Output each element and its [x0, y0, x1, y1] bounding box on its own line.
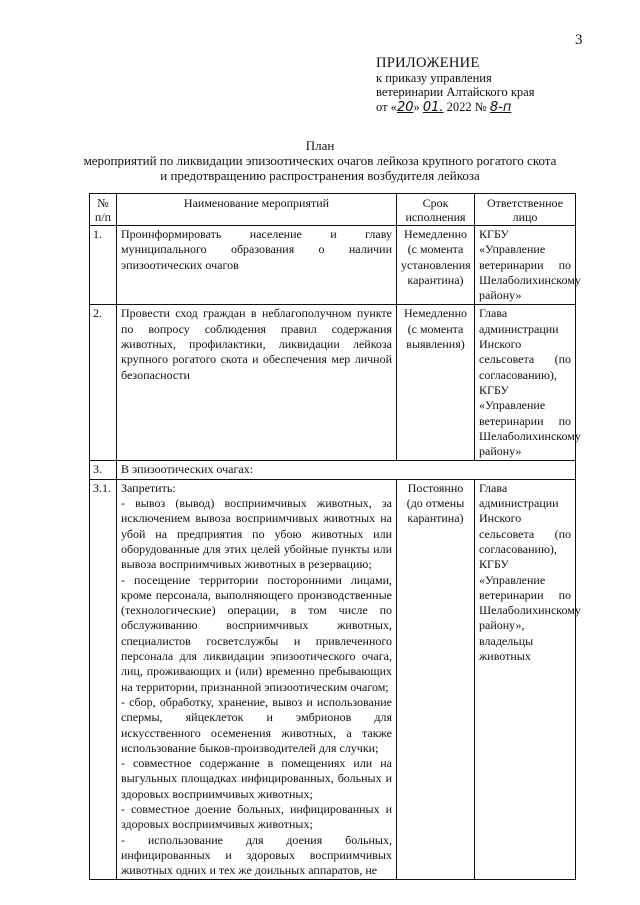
- row-term: Немедленно (с момента установления карантина): [397, 226, 475, 305]
- header-term: Срок исполнения: [397, 194, 475, 226]
- table-header-row: [90, 194, 576, 226]
- row-intro: Запретить:: [121, 480, 176, 495]
- row-name: Проинформировать население и главу муниципального образования о наличии эпизоотических очагов: [117, 226, 397, 305]
- title-line-1: План: [305, 138, 335, 153]
- row-term: Немедленно (с момента выявления): [397, 305, 475, 461]
- header-resp: Ответственное лицо: [475, 194, 576, 226]
- row-num: 1.: [90, 226, 117, 305]
- list-item: - использование для доения больных, инфицированных и здоровых восприимчивых животных одних и тех же доильных аппаратов, не: [121, 832, 392, 878]
- list-item: - посещение территории посторонними лицами, кроме персонала, выполняющего производственные (технологические) операции, в том числе по обслуживанию восприимчивых животных, специалистов госветслужбы и привлеченного персонала для ликвидации эпизоотического очага, лиц, проживающих и (или) временно пребывающих на территории, признанной эпизоотическим очагом;: [121, 572, 392, 694]
- row-term: Постоянно (до отмены карантина): [397, 479, 475, 880]
- document-title: [0, 138, 640, 183]
- order-number: 8-п: [489, 99, 512, 115]
- appendix-title: ПРИЛОЖЕНИЕ: [376, 55, 480, 71]
- appendix-date-line: [376, 100, 534, 116]
- header-num: № п/п: [90, 194, 117, 226]
- date-year: 2022 №: [443, 99, 490, 114]
- row-resp: Глава администрации Инского сельсовета (по согласованию), КГБУ «Управление ветеринарии по Шелаболихинскому району»: [475, 305, 576, 461]
- list-item: - сбор, обработку, хранение, вывоз и использование спермы, яйцеклеток и эмбрионов для искусственного осеменения животных, а также использование быков-производителей для случки;: [121, 694, 392, 755]
- appendix-line-1: к приказу управления: [376, 70, 492, 85]
- date-mid: »: [413, 99, 423, 114]
- list-item: - совместное доение больных, инфицированных и здоровых восприимчивых животных;: [121, 801, 392, 832]
- row-name: В эпизоотических очагах:: [117, 461, 576, 479]
- title-line-2: мероприятий по ликвидации эпизоотических очагов лейкоза крупного рогатого скота: [83, 153, 557, 168]
- row-num: 3.1.: [90, 479, 117, 880]
- date-month: 01.: [422, 99, 444, 115]
- plan-table: [89, 193, 581, 880]
- table-row: [90, 461, 576, 479]
- row-resp: Глава администрации Инского сельсовета (по согласованию), КГБУ «Управление ветеринарии по Шелаболихинскому району», владельцы животных: [475, 479, 576, 880]
- list-item: - вывоз (вывод) восприимчивых животных, за исключением вывоза восприимчивых животных на убой на предприятия по убою животных или оборудованные для этих целей убойные пункты или вывоза восприимчивых животных в резервацию;: [121, 496, 392, 572]
- appendix-block: [376, 56, 534, 115]
- table-row: [90, 305, 576, 461]
- date-prefix: от «: [376, 99, 397, 114]
- table-row: [90, 479, 576, 880]
- header-name: Наименование мероприятий: [117, 194, 397, 226]
- table-row: [90, 226, 576, 305]
- row-num: 2.: [90, 305, 117, 461]
- row-name: [117, 479, 397, 880]
- list-item: - совместное содержание в помещениях или на выгульных площадках инфицированных, больных и здоровых восприимчивых животных;: [121, 756, 392, 801]
- appendix-line-2: ветеринарии Алтайского края: [376, 85, 535, 99]
- row-num: 3.: [90, 461, 117, 479]
- date-day: 20: [396, 99, 414, 115]
- row-resp: КГБУ «Управление ветеринарии по Шелаболихинскому району»: [475, 226, 576, 305]
- row-name: Провести сход граждан в неблагополучном пункте по вопросу соблюдения правил содержания животных, профилактики, ликвидации лейкоза крупного рогатого скота и обеспечения мер личной безопасности: [117, 305, 397, 461]
- page-number: 3: [575, 32, 583, 48]
- title-line-3: и предотвращению распространения возбудителя лейкоза: [160, 168, 480, 183]
